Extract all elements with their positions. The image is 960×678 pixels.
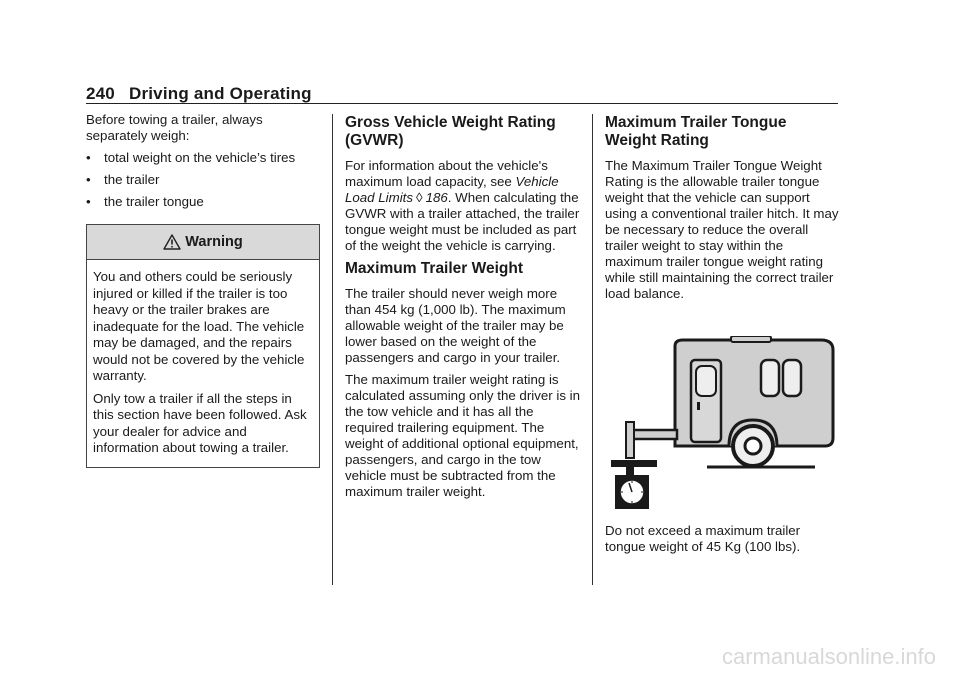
warning-body [87, 260, 319, 467]
tongue-weight-paragraph: The Maximum Trailer Tongue Weight Rating is the allowable trailer tongue weight that the vehicle can support using a conventional trailer hitch. It may be necessary to reduce the overall trailer weight to stay within the maximum trailer tongue weight rating while still maintaining the correct trailer load balance. [605, 158, 839, 301]
list-item: • the trailer tongue [86, 194, 204, 209]
column-divider [592, 114, 593, 585]
list-item: • the trailer [86, 172, 160, 187]
warning-header [87, 225, 319, 260]
intro-text: Before towing a trailer, always separately weigh: [86, 112, 263, 143]
max-weight-paragraph: The maximum trailer weight rating is calculated assuming only the driver is in the tow vehicle and it has all the required trailering equipment. The weight of additional optional equipment, passengers, and cargo in the tow vehicle must be subtracted from the maximum trailer weight. [345, 372, 581, 499]
list-item: • total weight on the vehicle’s tires [86, 150, 296, 165]
gvwr-paragraph: For information about the vehicle's maximum load capacity, see Vehicle Load Limits ◊ 186. When calculating the GVWR with a trailer attached, the trailer tongue weight must be included as part of the weight the vehicle is carrying. [345, 158, 580, 253]
trailer-tongue-scale-illustration [611, 336, 837, 512]
warning-title: Warning [185, 234, 243, 250]
warning-box [86, 224, 320, 468]
section-title: Driving and Operating [128, 84, 312, 103]
column-divider [332, 114, 333, 585]
page-header [86, 84, 312, 104]
tongue-weight-heading: Maximum Trailer Tongue Weight Rating [605, 114, 787, 149]
gvwr-heading: Gross Vehicle Weight Rating (GVWR) [345, 114, 556, 149]
column-middle [345, 112, 581, 506]
page-number: 240 [86, 84, 115, 103]
header-divider [86, 103, 838, 104]
illustration-caption: Do not exceed a maximum trailer tongue weight of 45 Kg (100 lbs). [605, 523, 801, 554]
column-right [605, 112, 841, 308]
vehicle-load-limits-link[interactable]: Vehicle Load Limits [345, 174, 559, 205]
watermark: carmanualsonline.info [721, 644, 936, 669]
warning-paragraph: You and others could be seriously injured or killed if the trailer is too heavy or the trailer brakes are inadequate for the load. The vehicle may be damaged, and the repairs would not be covered by the vehicle warranty. [93, 269, 305, 383]
max-weight-paragraph: The trailer should never weigh more than 454 kg (1,000 lb). The maximum allowable weight of the trailer may be lower based on the weight of the passengers and cargo in your trailer. [345, 286, 566, 365]
page-reference-icon: ◊ [416, 190, 423, 205]
max-trailer-weight-heading: Maximum Trailer Weight [345, 260, 524, 277]
warning-triangle-icon [163, 234, 181, 250]
page-reference-number[interactable]: 186 [425, 190, 448, 205]
warning-paragraph: Only tow a trailer if all the steps in this section have been followed. Ask your dealer for advice and information about towing a trailer. [93, 390, 307, 455]
column-left [86, 112, 320, 468]
